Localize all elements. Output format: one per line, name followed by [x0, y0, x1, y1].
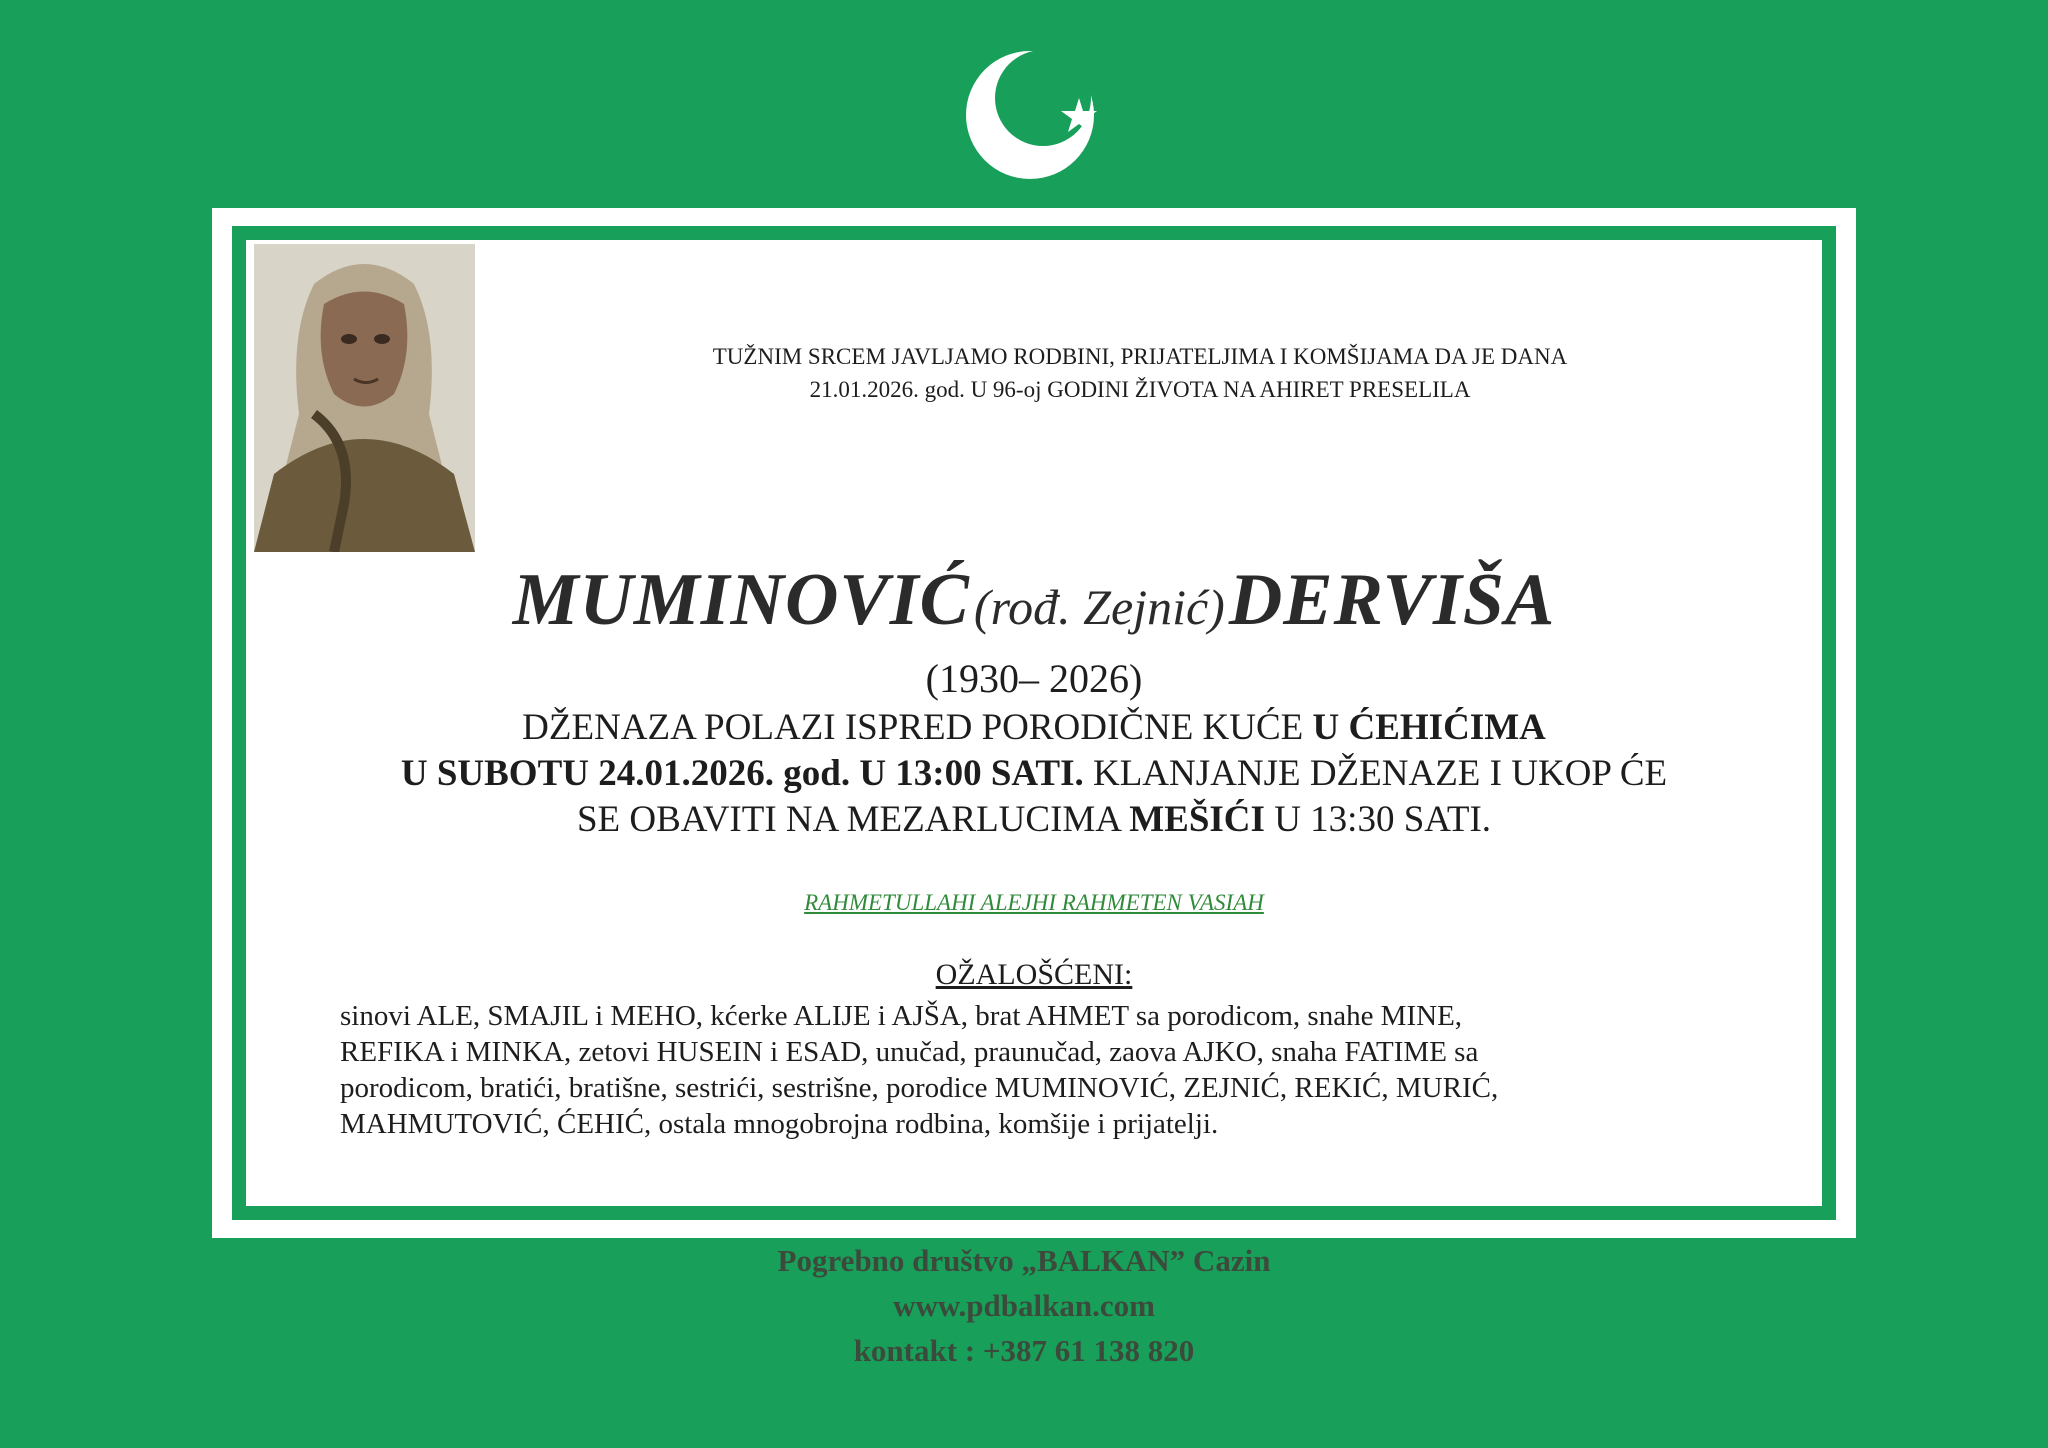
company-contact: kontakt : +387 61 138 820: [853, 1333, 1195, 1368]
intro-line: 21.01.2026. god. U 96-oj GODINI ŽIVOTA NA AHIRET PRESELILA: [809, 377, 1471, 402]
first-name: DERVIŠA: [1228, 559, 1556, 641]
mourners-title: OŽALOŠĆENI:: [935, 958, 1133, 991]
mourners-line: REFIKA i MINKA, zetovi HUSEIN i ESAD, unučad, praunučad, zaova AJKO, snaha FATIME sa: [340, 1036, 1479, 1068]
funeral-info: [246, 705, 1822, 843]
surname: MUMINOVIĆ: [512, 559, 970, 641]
mourners-list: [340, 998, 1740, 1142]
maiden-name: (rođ. Zejnić): [973, 579, 1225, 635]
funeral-text: U 13:30 SATI.: [1264, 799, 1492, 840]
crescent-star-icon: [955, 40, 1105, 190]
funeral-company-footer: [0, 1238, 2048, 1373]
company-website: www.pdbalkan.com: [893, 1288, 1155, 1323]
funeral-location: U ĆEHIĆIMA: [1312, 707, 1546, 748]
funeral-text: KLANJANJE DŽENAZE I UKOP ĆE: [1083, 753, 1668, 794]
cemetery-name: MEŠIĆI: [1129, 799, 1265, 840]
intro-text: [480, 340, 1800, 406]
mourners-line: sinovi ALE, SMAJIL i MEHO, kćerke ALIJE i AJŠA, brat AHMET sa porodicom, snahe MINE,: [340, 1000, 1463, 1032]
prayer-text: RAHMETULLAHI ALEJHI RAHMETEN VASIAH: [804, 890, 1264, 915]
funeral-text: SE OBAVITI NA MEZARLUCIMA: [576, 799, 1130, 840]
mourners-line: porodicom, bratići, bratišne, sestrići, sestrišne, porodice MUMINOVIĆ, ZEJNIĆ, REKIĆ, MURIĆ,: [340, 1072, 1499, 1104]
life-years: (1930– 2026): [925, 656, 1143, 701]
intro-line: TUŽNIM SRCEM JAVLJAMO RODBINI, PRIJATELJIMA I KOMŠIJAMA DA JE DANA: [712, 344, 1568, 369]
portrait-photo: [254, 244, 475, 552]
funeral-date: U SUBOTU 24.01.2026. god. U 13:00 SATI.: [400, 753, 1084, 794]
funeral-text: DŽENAZA POLAZI ISPRED PORODIČNE KUĆE: [522, 707, 1313, 748]
company-name: Pogrebno društvo „BALKAN” Cazin: [777, 1243, 1271, 1278]
deceased-name: [246, 558, 1822, 643]
mourners-line: MAHMUTOVIĆ, ĆEHIĆ, ostala mnogobrojna rodbina, komšije i prijatelji.: [340, 1108, 1219, 1140]
